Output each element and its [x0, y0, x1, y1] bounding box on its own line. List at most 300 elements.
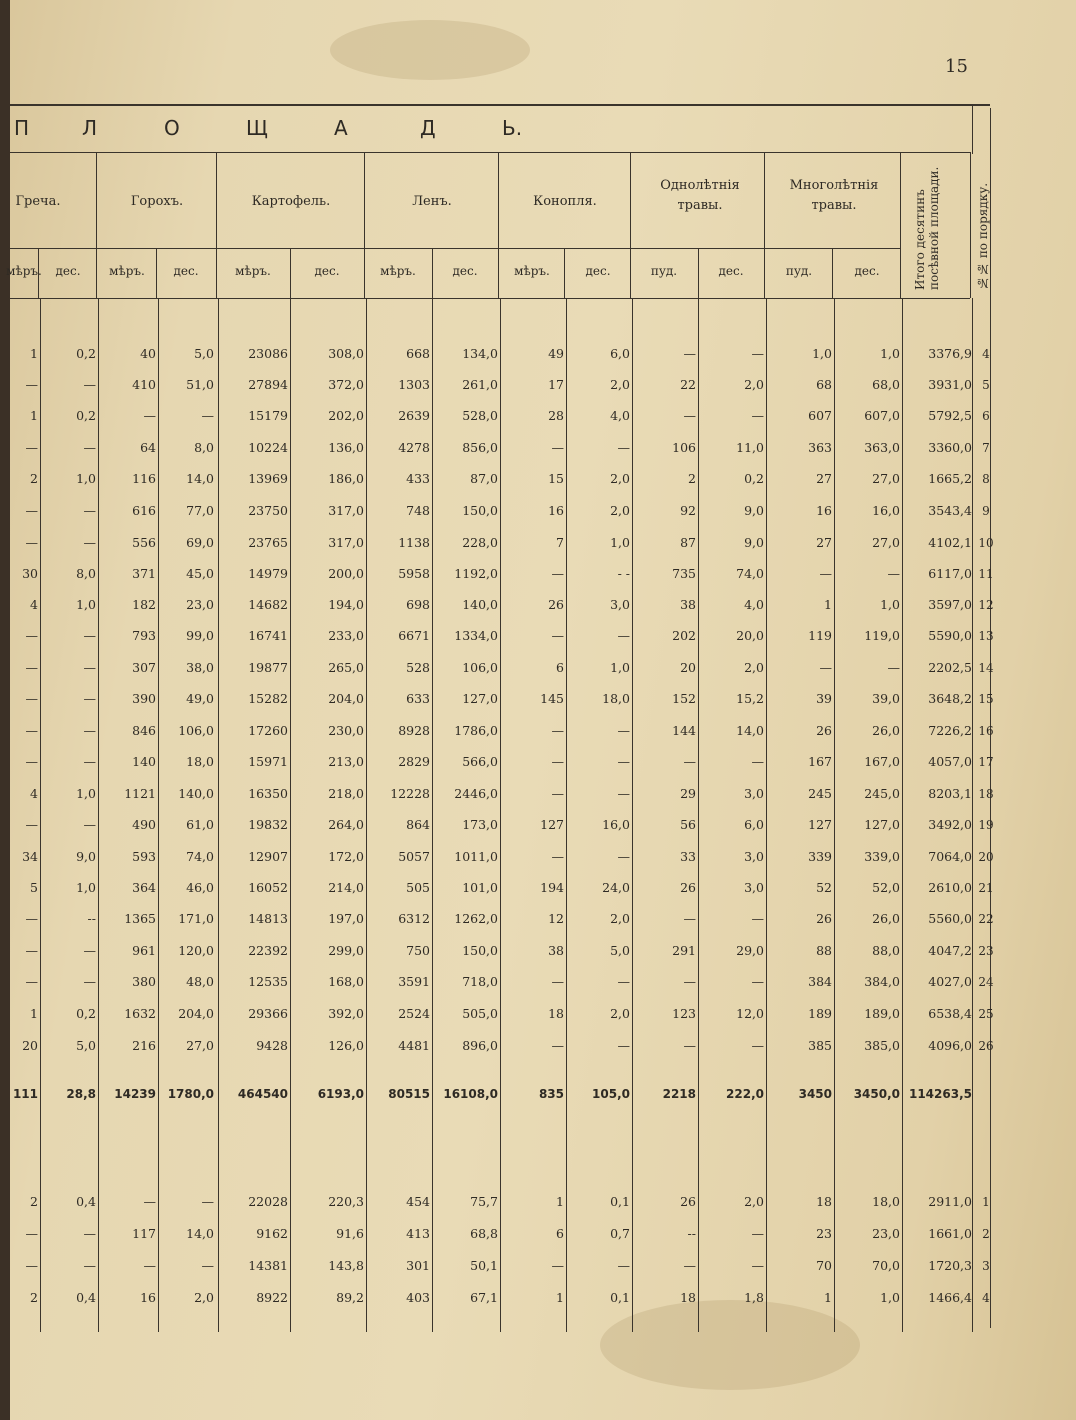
column-subheader: дес. — [314, 264, 340, 278]
total-cell: 1780,0 — [167, 1087, 214, 1101]
table-cell: 106 — [672, 440, 696, 455]
table-cell: 23 — [816, 1226, 832, 1241]
table-cell: 204,0 — [178, 1006, 214, 1021]
table-cell: — — [683, 346, 696, 361]
table-cell: 173,0 — [462, 817, 498, 832]
table-cell: 230,0 — [328, 723, 364, 738]
table-cell: 4027,0 — [928, 974, 972, 989]
table-cell: 213,0 — [328, 754, 364, 769]
table-cell: 39,0 — [872, 691, 900, 706]
header-odnoletnie: Однолѣтнія травы. — [660, 178, 740, 213]
table-title — [0, 116, 600, 146]
table-cell: 167 — [808, 754, 832, 769]
table-cell: — — [683, 974, 696, 989]
table-cell: 140,0 — [178, 786, 214, 801]
table-cell: — — [25, 660, 38, 675]
table-cell: — — [551, 1038, 564, 1053]
table-cell: 0,2 — [744, 471, 764, 486]
table-cell: 22392 — [248, 943, 288, 958]
row-number: 11 — [978, 567, 994, 581]
total-cell: 114263,5 — [908, 1087, 972, 1101]
table-cell: 5 — [30, 880, 38, 895]
table-cell: — — [683, 408, 696, 423]
table-cell: 5,0 — [76, 1038, 96, 1053]
table-cell: 735 — [672, 566, 696, 581]
table-cell: 1 — [824, 1290, 832, 1305]
table-cell: 88,0 — [872, 943, 900, 958]
table-cell: 9,0 — [76, 849, 96, 864]
column-subheader: дес. — [585, 264, 611, 278]
table-cell: 1,0 — [812, 346, 832, 361]
table-cell: — — [25, 754, 38, 769]
table-cell: — — [551, 1258, 564, 1273]
table-cell: 202 — [672, 628, 696, 643]
table-rule — [972, 104, 973, 154]
table-cell: 3,0 — [744, 786, 764, 801]
table-cell: 1786,0 — [454, 723, 498, 738]
table-cell: — — [25, 943, 38, 958]
table-cell: — — [25, 503, 38, 518]
table-cell: 8,0 — [194, 440, 214, 455]
table-cell: 264,0 — [328, 817, 364, 832]
table-cell: 101,0 — [462, 880, 498, 895]
table-cell: 26 — [680, 1194, 696, 1209]
table-cell: 26 — [816, 911, 832, 926]
table-cell: — — [751, 754, 764, 769]
table-cell: — — [25, 817, 38, 832]
table-cell: 15179 — [248, 408, 288, 423]
table-cell: — — [551, 723, 564, 738]
table-cell: 23750 — [248, 503, 288, 518]
table-cell: 64 — [140, 440, 156, 455]
total-cell: 222,0 — [726, 1087, 764, 1101]
table-cell: 51,0 — [186, 377, 214, 392]
table-cell: 6 — [556, 660, 564, 675]
row-number: 13 — [978, 629, 994, 643]
table-cell: 189,0 — [864, 1006, 900, 1021]
table-cell: 454 — [406, 1194, 430, 1209]
table-cell: 3376,9 — [928, 346, 972, 361]
table-cell: 2524 — [398, 1006, 430, 1021]
table-cell: 718,0 — [462, 974, 498, 989]
table-cell: 4057,0 — [928, 754, 972, 769]
table-cell: 3492,0 — [928, 817, 972, 832]
table-cell: — — [617, 1038, 630, 1053]
table-cell: — — [83, 535, 96, 550]
table-cell: 3591 — [398, 974, 430, 989]
title-letter: Д — [420, 116, 436, 140]
table-cell: 846 — [132, 723, 156, 738]
table-cell: 0,2 — [76, 346, 96, 361]
table-cell: 1,0 — [610, 660, 630, 675]
table-cell: 127,0 — [864, 817, 900, 832]
table-cell: 23765 — [248, 535, 288, 550]
table-cell: — — [683, 1038, 696, 1053]
table-cell: 18 — [548, 1006, 564, 1021]
table-cell: — — [551, 566, 564, 581]
table-cell: — — [83, 1226, 96, 1241]
header-len: Ленъ. — [412, 194, 452, 209]
table-cell: 88 — [816, 943, 832, 958]
row-number: 9 — [982, 504, 990, 518]
table-cell: 15282 — [248, 691, 288, 706]
table-cell: 22028 — [248, 1194, 288, 1209]
table-cell: 9,0 — [744, 535, 764, 550]
table-cell: 0,4 — [76, 1290, 96, 1305]
table-cell: 384 — [808, 974, 832, 989]
table-cell: 24,0 — [602, 880, 630, 895]
table-cell: 2829 — [398, 754, 430, 769]
table-cell: 33 — [680, 849, 696, 864]
table-cell: 307 — [132, 660, 156, 675]
table-cell: 3543,4 — [928, 503, 972, 518]
table-cell: 56 — [680, 817, 696, 832]
title-letter: Л — [82, 116, 98, 140]
table-cell: 15971 — [248, 754, 288, 769]
table-rule — [10, 298, 970, 299]
table-cell: 363,0 — [864, 440, 900, 455]
table-cell: 6,0 — [610, 346, 630, 361]
table-cell: 15 — [548, 471, 564, 486]
table-cell: 197,0 — [328, 911, 364, 926]
total-cell: 28,8 — [66, 1087, 96, 1101]
table-rule — [970, 152, 971, 298]
table-cell: 5590,0 — [928, 628, 972, 643]
table-cell: 140,0 — [462, 597, 498, 612]
table-cell: 26 — [816, 723, 832, 738]
table-cell: 748 — [406, 503, 430, 518]
table-cell: — — [819, 566, 832, 581]
table-cell: — — [143, 408, 156, 423]
table-cell: 12907 — [248, 849, 288, 864]
table-cell: 7226,2 — [928, 723, 972, 738]
table-cell: 29366 — [248, 1006, 288, 1021]
table-cell: 301 — [406, 1258, 430, 1273]
column-subheader: дес. — [55, 264, 81, 278]
table-cell: 1,0 — [76, 786, 96, 801]
table-cell: 1 — [30, 346, 38, 361]
table-cell: 172,0 — [328, 849, 364, 864]
column-subheader: дес. — [173, 264, 199, 278]
table-cell: 19832 — [248, 817, 288, 832]
table-cell: — — [25, 1226, 38, 1241]
table-rule — [902, 298, 903, 1332]
table-cell: 0,1 — [610, 1194, 630, 1209]
column-subheader: мѣръ. — [235, 264, 271, 278]
table-cell: 1,0 — [76, 597, 96, 612]
total-cell: 2218 — [662, 1087, 696, 1101]
table-cell: 14979 — [248, 566, 288, 581]
table-cell: 14,0 — [186, 471, 214, 486]
table-cell: 390 — [132, 691, 156, 706]
table-cell: — — [751, 1258, 764, 1273]
table-cell: 339 — [808, 849, 832, 864]
total-cell: 14239 — [114, 1087, 156, 1101]
table-cell: 16 — [548, 503, 564, 518]
page-number: 15 — [945, 56, 968, 77]
header-grecha: Греча. — [15, 194, 61, 209]
table-cell: 30 — [22, 566, 38, 581]
table-cell: 116 — [132, 471, 156, 486]
header-konoplya: Конопля. — [533, 194, 597, 209]
total-cell: 16108,0 — [443, 1087, 498, 1101]
table-cell: 4,0 — [744, 597, 764, 612]
table-cell: 410 — [132, 377, 156, 392]
table-cell: 52,0 — [872, 880, 900, 895]
table-cell: 265,0 — [328, 660, 364, 675]
table-cell: 12535 — [248, 974, 288, 989]
total-cell: 111 — [12, 1087, 38, 1101]
row-number: 24 — [978, 975, 994, 989]
table-cell: 99,0 — [186, 628, 214, 643]
table-cell: 633 — [406, 691, 430, 706]
table-cell: 16,0 — [872, 503, 900, 518]
table-cell: 2,0 — [610, 1006, 630, 1021]
table-cell: 1,8 — [744, 1290, 764, 1305]
table-cell: 48,0 — [186, 974, 214, 989]
table-cell: 793 — [132, 628, 156, 643]
table-cell: 1 — [824, 597, 832, 612]
table-cell: 92 — [680, 503, 696, 518]
table-cell: 385 — [808, 1038, 832, 1053]
table-cell: 299,0 — [328, 943, 364, 958]
row-number: 18 — [978, 787, 994, 801]
table-cell: 364 — [132, 880, 156, 895]
table-cell: 6,0 — [744, 817, 764, 832]
table-cell: 74,0 — [736, 566, 764, 581]
column-subheader: дес. — [452, 264, 478, 278]
table-cell: 750 — [406, 943, 430, 958]
table-cell: 1661,0 — [928, 1226, 972, 1241]
row-number: 21 — [978, 881, 994, 895]
table-cell: 5560,0 — [928, 911, 972, 926]
table-cell: 49 — [548, 346, 564, 361]
table-cell: 75,7 — [470, 1194, 498, 1209]
table-cell: 372,0 — [328, 377, 364, 392]
table-cell: 2911,0 — [928, 1194, 972, 1209]
table-cell: — — [83, 628, 96, 643]
table-cell: 117 — [132, 1226, 156, 1241]
table-cell: 490 — [132, 817, 156, 832]
table-cell: 1121 — [124, 786, 156, 801]
table-cell: 228,0 — [462, 535, 498, 550]
table-cell: 49,0 — [186, 691, 214, 706]
table-cell: 245,0 — [864, 786, 900, 801]
table-cell: — — [617, 1258, 630, 1273]
table-cell: 864 — [406, 817, 430, 832]
table-cell: 106,0 — [462, 660, 498, 675]
table-cell: 168,0 — [328, 974, 364, 989]
header-itogo: Итого десятинъ посѣвной площади. — [913, 166, 941, 290]
table-cell: 29,0 — [736, 943, 764, 958]
total-cell: 464540 — [237, 1087, 288, 1101]
table-cell: 3597,0 — [928, 597, 972, 612]
table-cell: 18,0 — [602, 691, 630, 706]
table-cell: — — [551, 754, 564, 769]
table-cell: 896,0 — [462, 1038, 498, 1053]
table-cell: 202,0 — [328, 408, 364, 423]
table-cell: 2610,0 — [928, 880, 972, 895]
column-subheader: мѣръ. — [380, 264, 416, 278]
table-cell: 14381 — [248, 1258, 288, 1273]
table-cell: 12228 — [390, 786, 430, 801]
table-cell: -- — [687, 1226, 696, 1241]
column-subheader: дес. — [718, 264, 744, 278]
table-cell: 150,0 — [462, 943, 498, 958]
table-cell: 6538,4 — [928, 1006, 972, 1021]
row-number: 15 — [978, 692, 994, 706]
table-cell: 20 — [680, 660, 696, 675]
table-cell: 233,0 — [328, 628, 364, 643]
row-number: 23 — [978, 944, 994, 958]
table-rule — [10, 152, 970, 153]
table-cell: 607,0 — [864, 408, 900, 423]
table-cell: — — [617, 723, 630, 738]
total-cell: 3450,0 — [853, 1087, 900, 1101]
row-number: 25 — [978, 1007, 994, 1021]
table-cell: 34 — [22, 849, 38, 864]
table-cell: 371 — [132, 566, 156, 581]
table-cell: 18 — [680, 1290, 696, 1305]
table-cell: 1 — [30, 1006, 38, 1021]
table-cell: 433 — [406, 471, 430, 486]
table-cell: 607 — [808, 408, 832, 423]
table-cell: 200,0 — [328, 566, 364, 581]
table-cell: 26 — [548, 597, 564, 612]
table-cell: 127,0 — [462, 691, 498, 706]
table-cell: 143,8 — [328, 1258, 364, 1273]
table-cell: 8203,1 — [928, 786, 972, 801]
table-cell: 392,0 — [328, 1006, 364, 1021]
table-cell: 2,0 — [744, 660, 764, 675]
table-cell: 204,0 — [328, 691, 364, 706]
table-cell: 528,0 — [462, 408, 498, 423]
table-cell: 1303 — [398, 377, 430, 392]
table-cell: 68,8 — [470, 1226, 498, 1241]
table-cell: 528 — [406, 660, 430, 675]
table-cell: 4278 — [398, 440, 430, 455]
table-cell: 67,1 — [470, 1290, 498, 1305]
table-cell: 106,0 — [178, 723, 214, 738]
column-subheader: мѣръ. — [514, 264, 550, 278]
total-cell: 6193,0 — [317, 1087, 364, 1101]
table-cell: — — [551, 849, 564, 864]
table-cell: 26,0 — [872, 911, 900, 926]
table-cell: 1,0 — [880, 346, 900, 361]
title-letter: А — [334, 116, 348, 140]
table-cell: 38 — [548, 943, 564, 958]
table-cell: 3360,0 — [928, 440, 972, 455]
table-cell: 5,0 — [610, 943, 630, 958]
table-cell: — — [83, 1258, 96, 1273]
table-cell: 339,0 — [864, 849, 900, 864]
table-cell: 8922 — [256, 1290, 288, 1305]
table-cell: 11,0 — [736, 440, 764, 455]
table-cell: 17 — [548, 377, 564, 392]
table-cell: 1262,0 — [454, 911, 498, 926]
table-cell: 2 — [30, 471, 38, 486]
table-cell: 14,0 — [736, 723, 764, 738]
table-cell: 14813 — [248, 911, 288, 926]
table-cell: 127 — [540, 817, 564, 832]
table-cell: 385,0 — [864, 1038, 900, 1053]
row-number: 3 — [982, 1259, 990, 1273]
title-letter: О — [164, 116, 180, 140]
table-cell: — — [83, 440, 96, 455]
table-cell: 189 — [808, 1006, 832, 1021]
table-cell: 18 — [816, 1194, 832, 1209]
table-cell: 1,0 — [76, 880, 96, 895]
table-cell: 18,0 — [186, 754, 214, 769]
table-cell: 68 — [816, 377, 832, 392]
table-cell: 1138 — [398, 535, 430, 550]
table-cell: 8,0 — [76, 566, 96, 581]
table-cell: 38 — [680, 597, 696, 612]
table-cell: 413 — [406, 1226, 430, 1241]
total-cell: 105,0 — [592, 1087, 630, 1101]
column-subheader: дес. — [854, 264, 880, 278]
table-cell: 194 — [540, 880, 564, 895]
column-subheader: пуд. — [650, 264, 678, 278]
row-number: 4 — [982, 347, 990, 361]
table-cell: 77,0 — [186, 503, 214, 518]
table-cell: - - — [617, 566, 630, 581]
table-cell: 126,0 — [328, 1038, 364, 1053]
table-cell: 856,0 — [462, 440, 498, 455]
table-cell: 2202,5 — [928, 660, 972, 675]
table-cell: 171,0 — [178, 911, 214, 926]
table-cell: 1334,0 — [454, 628, 498, 643]
table-cell: 23086 — [248, 346, 288, 361]
table-cell: 9162 — [256, 1226, 288, 1241]
table-cell: — — [617, 628, 630, 643]
table-cell: 2,0 — [610, 471, 630, 486]
table-cell: 22 — [680, 377, 696, 392]
column-subheader: мѣръ. — [6, 264, 42, 278]
table-cell: 1 — [556, 1194, 564, 1209]
table-cell: 1,0 — [76, 471, 96, 486]
table-cell: 4,0 — [610, 408, 630, 423]
table-cell: 3,0 — [744, 849, 764, 864]
row-number: 10 — [978, 536, 994, 550]
table-cell: 145 — [540, 691, 564, 706]
table-cell: — — [83, 754, 96, 769]
table-cell: 5958 — [398, 566, 430, 581]
table-cell: 9,0 — [744, 503, 764, 518]
table-cell: -- — [87, 911, 96, 926]
table-cell: 245 — [808, 786, 832, 801]
table-cell: 218,0 — [328, 786, 364, 801]
table-cell: 27,0 — [872, 535, 900, 550]
row-number: 6 — [982, 409, 990, 423]
table-cell: 27894 — [248, 377, 288, 392]
table-cell: 18,0 — [872, 1194, 900, 1209]
table-cell: 74,0 — [186, 849, 214, 864]
table-cell: — — [683, 911, 696, 926]
table-cell: 182 — [132, 597, 156, 612]
total-cell: 80515 — [388, 1087, 430, 1101]
table-cell: — — [617, 849, 630, 864]
table-rule — [990, 108, 991, 1328]
table-cell: 4047,2 — [928, 943, 972, 958]
table-cell: — — [25, 440, 38, 455]
table-cell: 12,0 — [736, 1006, 764, 1021]
table-cell: — — [751, 974, 764, 989]
table-cell: 123 — [672, 1006, 696, 1021]
table-cell: 70 — [816, 1258, 832, 1273]
table-cell: 261,0 — [462, 377, 498, 392]
table-cell: 152 — [672, 691, 696, 706]
